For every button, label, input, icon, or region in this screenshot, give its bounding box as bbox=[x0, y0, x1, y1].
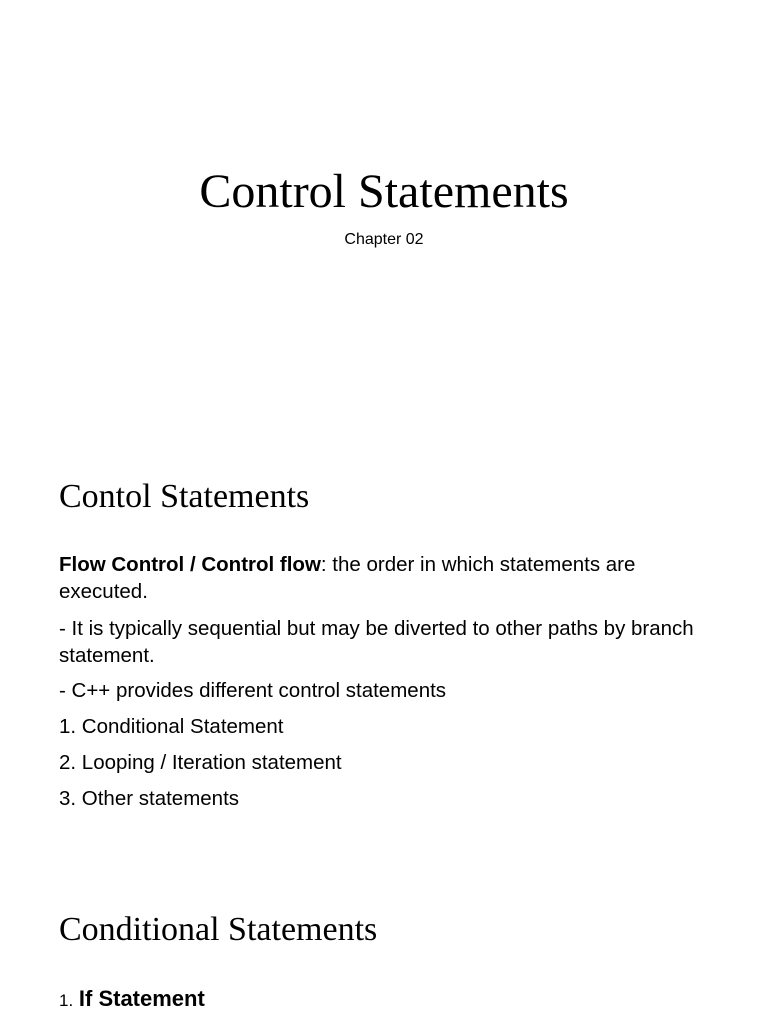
if-item-label: If Statement bbox=[78, 986, 205, 1011]
list-item-looping: 2. Looping / Iteration statement bbox=[59, 751, 342, 774]
definition-text: : the order in which statements are executed. bbox=[59, 553, 636, 603]
list-item-conditional: 1. Conditional Statement bbox=[59, 715, 284, 738]
definition-term: Flow Control / Control flow bbox=[59, 553, 321, 576]
if-statement-item bbox=[59, 985, 699, 1014]
bullet-cpp: - C++ provides different control statements bbox=[59, 679, 447, 702]
bullet-sequential: - It is typically sequential but may be diverted to other paths by branch statement. bbox=[59, 617, 694, 667]
section-heading-control: Contol Statements bbox=[59, 478, 310, 515]
list-item-other: 3. Other statements bbox=[59, 787, 240, 810]
if-item-number: 1. bbox=[59, 991, 74, 1010]
section-heading-conditional: Conditional Statements bbox=[59, 911, 378, 948]
definition-paragraph bbox=[59, 551, 699, 605]
slide-subtitle: Chapter 02 bbox=[344, 231, 424, 248]
slide-title: Control Statements bbox=[199, 165, 569, 218]
